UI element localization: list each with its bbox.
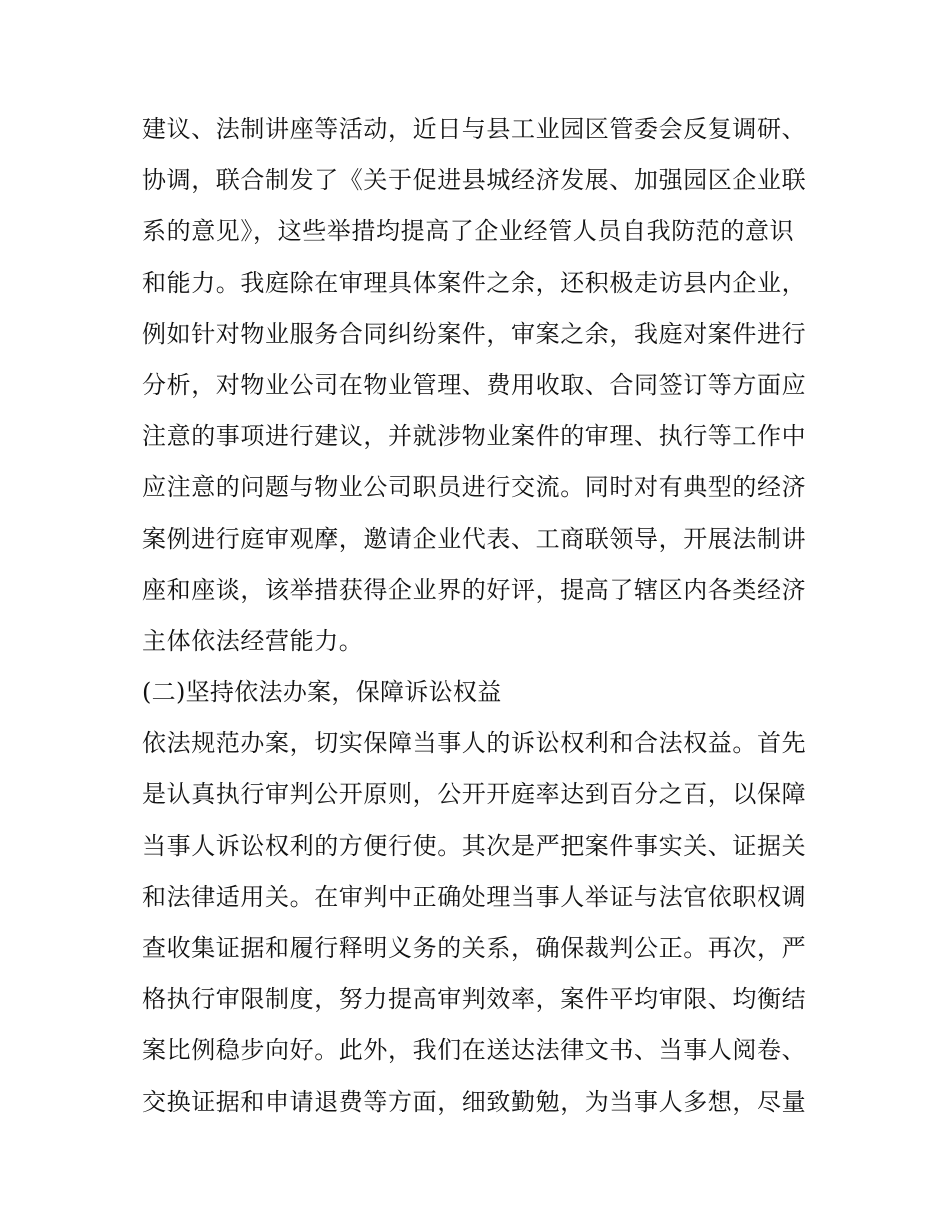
paragraph-line: 查收集证据和履行释明义务的关系，确保裁判公正。再次，严 [142,934,807,962]
paragraph-line: 分析，对物业公司在物业管理、费用收取、合同签订等方面应 [142,370,807,399]
paragraph-line: 座和座谈，该举措获得企业界的好评，提高了辖区内各类经济 [142,575,807,604]
paragraph-line: 应注意的问题与物业公司职员进行交流。同时对有典型的经济 [142,473,807,502]
document-body [142,104,822,1128]
paragraph-line: 案例进行庭审观摩，邀请企业代表、工商联领导，开展法制讲 [142,524,807,553]
paragraph-line: 协调，联合制发了《关于促进县城经济发展、加强园区企业联 [142,166,807,195]
section-heading: (二)坚持依法办案，保障诉讼权益 [142,678,502,707]
paragraph-line: 和法律适用关。在审判中正确处理当事人举证与法官依职权调 [142,882,807,911]
paragraph-line: 是认真执行审判公开原则，公开开庭率达到百分之百，以保障 [142,780,807,809]
paragraph-line: 例如针对物业服务合同纠纷案件，审案之余，我庭对案件进行 [142,319,807,348]
paragraph-line: 案比例稳步向好。此外，我们在送达法律文书、当事人阅卷、 [142,1036,807,1065]
paragraph-line: 系的意见》，这些举措均提高了企业经管人员自我防范的意识 [142,217,795,246]
paragraph-line: 注意的事项进行建议，并就涉物业案件的审理、执行等工作中 [142,422,807,451]
paragraph-line: 交换证据和申请退费等方面，细致勤勉，为当事人多想，尽量 [142,1087,807,1116]
paragraph-line: 和能力。我庭除在审理具体案件之余，还积极走访县内企业， [142,268,807,297]
paragraph-line: 当事人诉讼权利的方便行使。其次是严把案件事实关、证据关 [142,831,807,860]
paragraph-line: 建议、法制讲座等活动，近日与县工业园区管委会反复调研、 [142,115,807,143]
paragraph-line: 格执行审限制度，努力提高审判效率，案件平均审限、均衡结 [142,985,807,1014]
paragraph-line: 依法规范办案，切实保障当事人的诉讼权利和合法权益。首先 [142,729,807,758]
paragraph-line: 主体依法经营能力。 [142,626,364,655]
